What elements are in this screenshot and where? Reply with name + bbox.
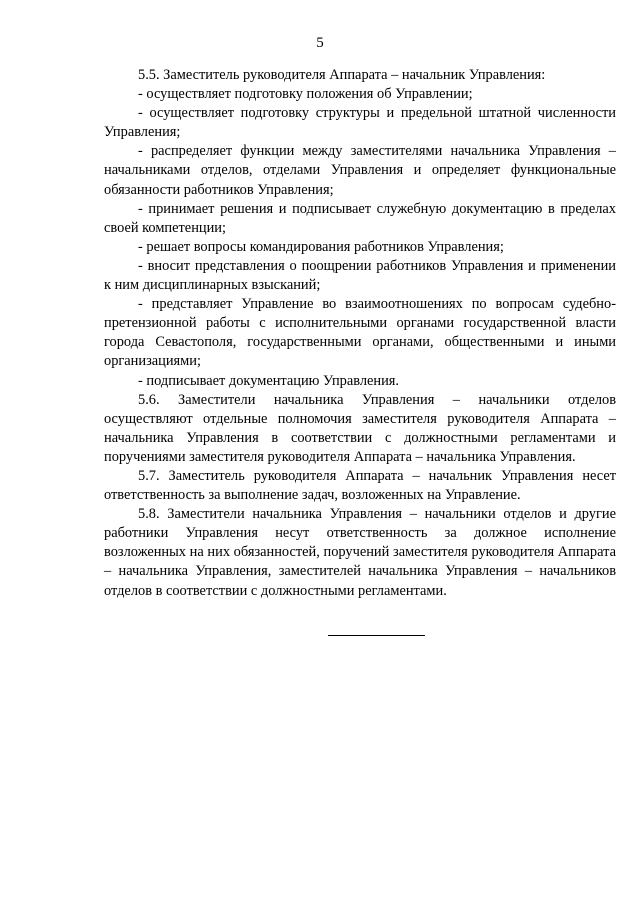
document-body: [104, 66, 616, 601]
list-item-regulation: - осуществляет подготовку положения об Управлении;: [138, 86, 473, 103]
list-item-signing: - подписывает документацию Управления.: [138, 372, 400, 389]
paragraph-5-7: 5.7. Заместитель руководителя Аппарата – начальник Управления несет ответственность за выполнение задач, возложенных на Управление.: [104, 467, 616, 504]
list-item-business-trips: - решает вопросы командирования работников Управления;: [138, 238, 504, 255]
list-item-decisions: - принимает решения и подписывает служебную документацию в пределах своей компетенции;: [104, 200, 616, 236]
paragraph-5-5-heading: 5.5. Заместитель руководителя Аппарата – начальник Управления:: [138, 67, 546, 83]
paragraph-5-8: 5.8. Заместители начальника Управления – начальники отделов и другие работники Управления несут ответственность за должное исполнение возложенных на них обязанностей, поручений заместителя руководителя Аппарата – начальника Управления, заместителей начальника Управления – начальников отделов в соответствии с должностными регламентами.: [104, 506, 616, 599]
page-number: 5: [316, 35, 324, 51]
list-item-incentives: - вносит представления о поощрении работников Управления и применении к ним дисциплинарных взысканий;: [104, 257, 616, 294]
list-item-structure: - осуществляет подготовку структуры и предельной штатной численности Управления;: [104, 105, 616, 141]
list-item-distribution: - распределяет функции между заместителями начальника Управления – начальниками отделов, отделами Управления и определяет функциональные обязанности работников Управления;: [104, 143, 616, 198]
paragraph-5-6: 5.6. Заместители начальника Управления – начальники отделов осуществляют отдельные полномочия заместителя руководителя Аппарата – начальника Управления в соответствии с должностными регламентами и поручениями заместителя руководителя Аппарата – начальника Управления.: [104, 391, 616, 465]
end-separator-line: [328, 635, 425, 636]
list-item-representation: - представляет Управление во взаимоотношениях по вопросам судебно-претензионной работы с исполнительными органами государственной власти города Севастополя, государственными органами, общественными и иными организациями;: [104, 296, 616, 370]
